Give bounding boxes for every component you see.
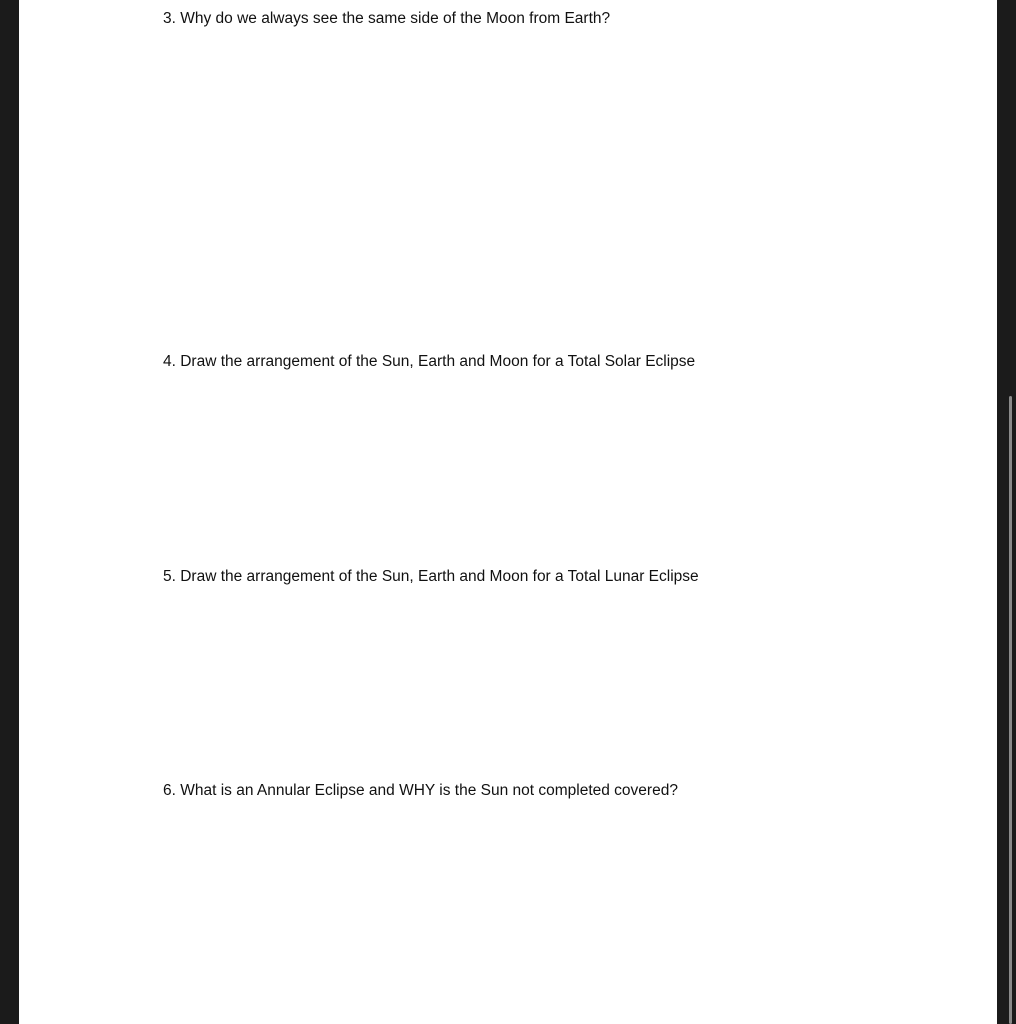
question-6: 6. What is an Annular Eclipse and WHY is the Sun not completed covered? [163,782,678,799]
question-4: 4. Draw the arrangement of the Sun, Earth and Moon for a Total Solar Eclipse [163,353,696,370]
question-5: 5. Draw the arrangement of the Sun, Earth and Moon for a Total Lunar Eclipse [163,568,699,585]
vertical-scrollbar-thumb[interactable] [1009,396,1012,1024]
question-3: 3. Why do we always see the same side of the Moon from Earth? [163,10,611,27]
document-page [19,0,997,1024]
